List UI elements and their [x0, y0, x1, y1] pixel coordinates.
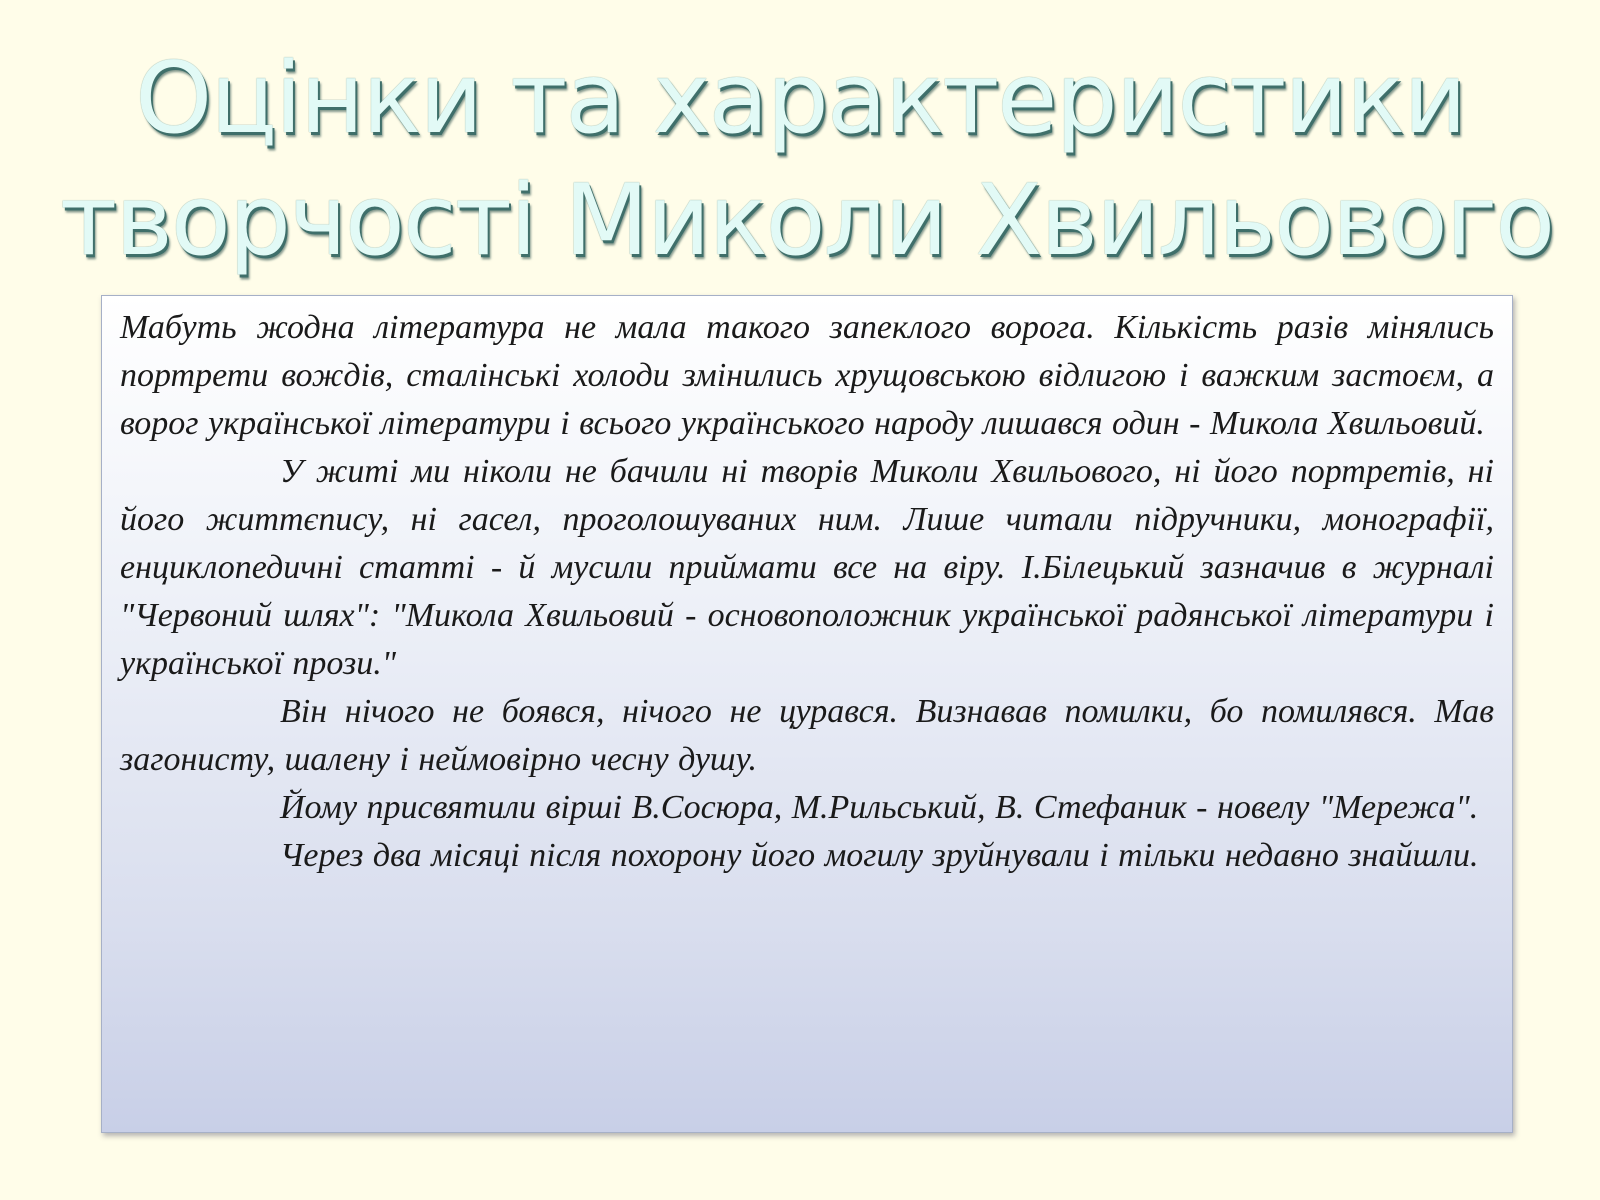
title-line-2: творчості Миколи Хвильового: [60, 164, 1554, 278]
slide-title: [60, 38, 1554, 282]
paragraph-2: У житі ми ніколи не бачили ні творів Миколи Хвильового, ні його портретів, ні його життєпису, ні гасел, проголошуваних ним. Лише читали підручники, монографії, енциклопедичні статті - й мусили приймати все на віру. І.Білецький зазначив в журналі "Червоний шлях": "Микола Хвильовий - основоположник української радянської літератури і української прози.": [120, 453, 1494, 682]
body-text-box: [101, 295, 1513, 1133]
paragraph-4: Йому присвятили вірші В.Сосюра, М.Рильський, В. Стефаник - новелу "Мережа".: [280, 789, 1479, 826]
title-line-1: Оцінки та характеристики: [135, 42, 1465, 156]
paragraph-5: Через два місяці після похорону його могилу зруйнували і тільки недавно знайшли.: [280, 837, 1479, 874]
paragraph-1: Мабуть жодна література не мала такого запеклого ворога. Кількість разів мінялись портрети вождів, сталінські холоди змінились хрущовською відлигою і важким застоєм, а ворог української літератури і всього українського народу лишався один - Микола Хвильовий.: [120, 309, 1494, 442]
paragraph-3: Він нічого не боявся, нічого не цурався. Визнавав помилки, бо помилявся. Мав загонисту, шалену і неймовірно чесну душу.: [120, 693, 1494, 778]
